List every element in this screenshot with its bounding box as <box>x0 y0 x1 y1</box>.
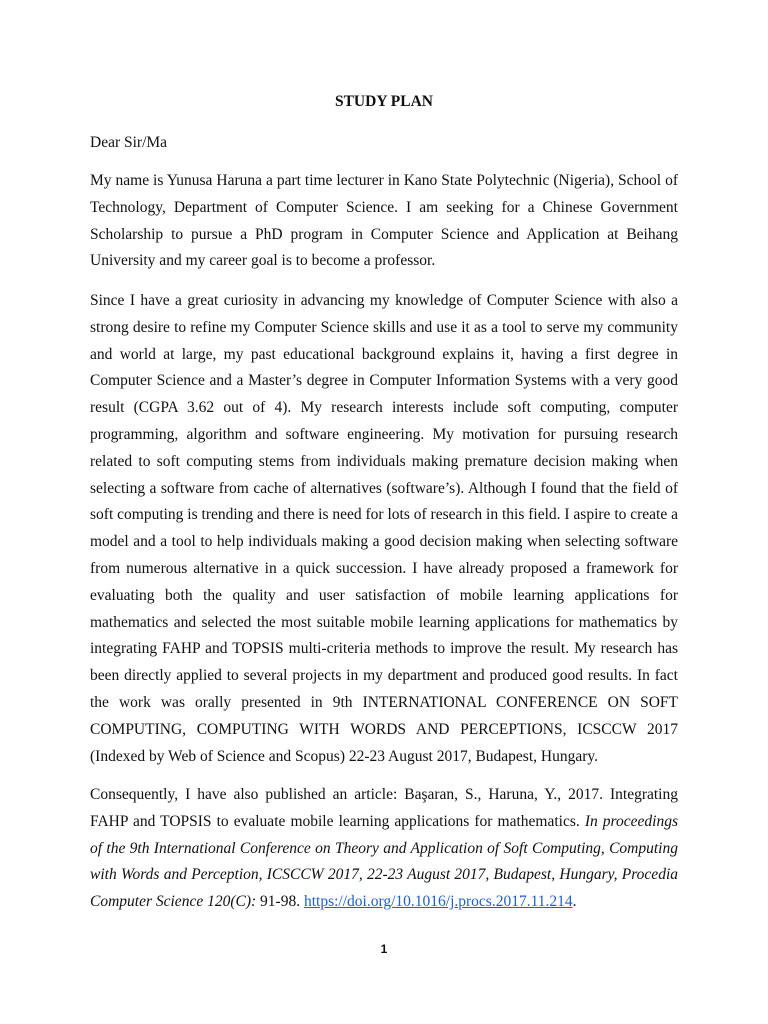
publication-end: . <box>572 893 577 911</box>
page-number: 1 <box>380 942 388 956</box>
paragraph-publication <box>90 782 678 916</box>
publication-lead-text: Consequently, I have also published an article: Başaran, S., Haruna, Y., 2017. Integrating FAHP and TOPSIS to evaluate mobile learning applications for mathematics. <box>90 786 678 830</box>
doi-link[interactable]: https://doi.org/10.1016/j.procs.2017.11.214 <box>303 893 573 911</box>
paragraph-introduction: My name is Yunusa Haruna a part time lecturer in Kano State Polytechnic (Nigeria), School of Technology, Department of Computer Science. I am seeking for a Chinese Government Scholarship to pursue a PhD program in Computer Science and Application at Beihang University and my career goal is to become a professor. <box>90 172 678 270</box>
publication-citation-italic: In proceedings of the 9th International Conference on Theory and Application of Soft Computing, Computing with Words and Perception, ICSCCW 2017, 22-23 August 2017, Budapest, Hungary, Procedia Computer Science 120(C): <box>90 812 678 911</box>
paragraph-background-research: Since I have a great curiosity in advancing my knowledge of Computer Science with also a strong desire to refine my Computer Science skills and use it as a tool to serve my community and world at large, my past educational background explains it, having a first degree in Computer Science and a Master’s degree in Computer Information Systems with a very good result (CGPA 3.62 out of 4). My research interests include soft computing, computer programming, algorithm and software engineering. My motivation for pursuing research related to soft computing stems from individuals making premature decision making when selecting a software from cache of alternatives (software’s). Although I found that the field of soft computing is trending and there is need for lots of research in this field. I aspire to create a model and a tool to help individuals making a good decision making when selecting software from numerous alternative in a quick succession. I have already proposed a framework for evaluating both the quality and user satisfaction of mobile learning applications for mathematics and selected the most suitable mobile learning applications for mathematics by integrating FAHP and TOPSIS multi-criteria methods to improve the result. My research has been directly applied to several projects in my department and produced good results. In fact the work was orally presented in 9th INTERNATIONAL CONFERENCE ON SOFT COMPUTING, COMPUTING WITH WORDS AND PERCEPTIONS, ICSCCW 2017 (Indexed by Web of Science and Scopus) 22-23 August 2017, Budapest, Hungary. <box>90 292 678 765</box>
salutation: Dear Sir/Ma <box>90 134 168 151</box>
publication-pages: 91-98. <box>256 893 304 911</box>
document-title: STUDY PLAN <box>334 93 434 110</box>
